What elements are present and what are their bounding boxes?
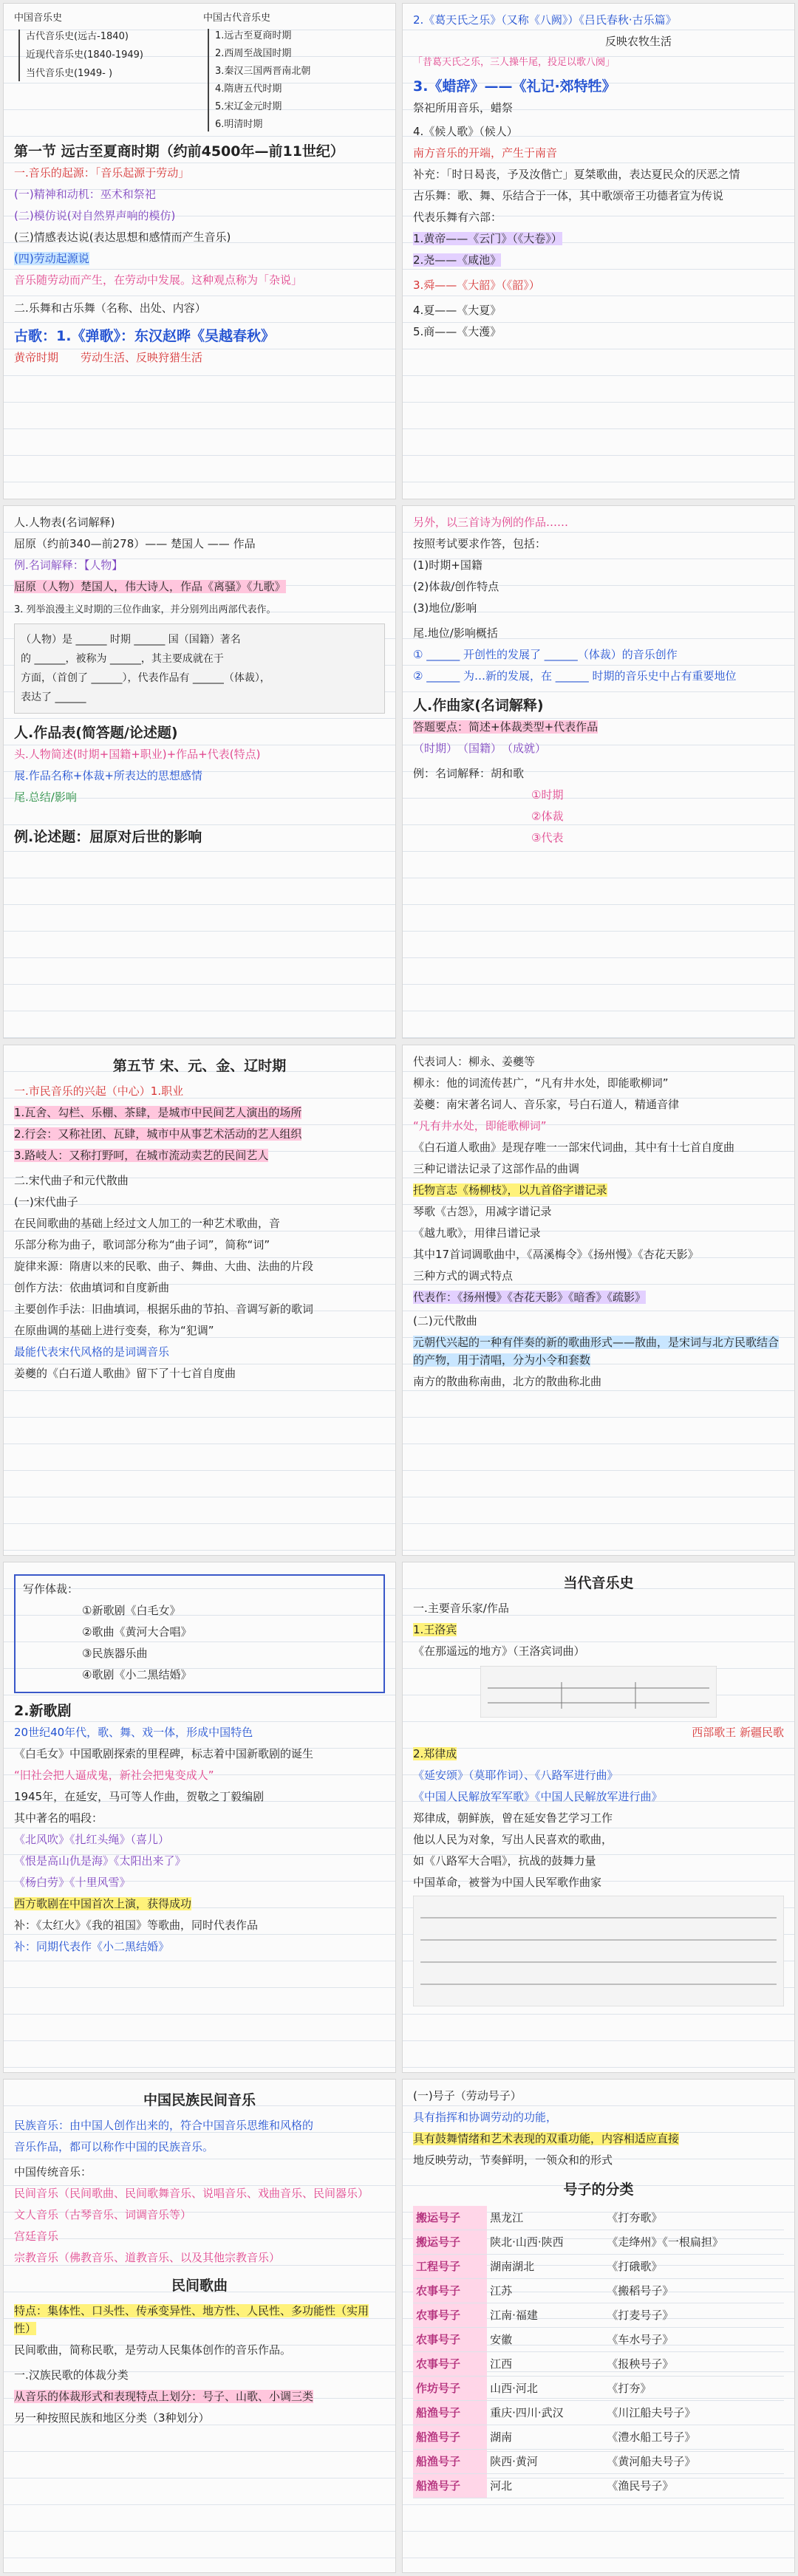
fill-in-template bbox=[14, 623, 385, 714]
note-line: 元朝代兴起的一种有伴奏的新的歌曲形式——散曲，是宋词与北方民歌结合的产物，用于清唱，分为小令和套数 bbox=[413, 1336, 780, 1367]
work-song-table bbox=[413, 2206, 784, 2498]
note-line: 中国革命，被誉为中国人民军歌作曲家 bbox=[413, 1876, 602, 1889]
note-line: 他以人民为对象，写出人民喜欢的歌曲， bbox=[413, 1833, 613, 1846]
note-line: 1945年，在延安，马可等人作曲，贺敬之丁毅编剧 bbox=[14, 1790, 265, 1803]
song-cell: 《报秧号子》 bbox=[604, 2352, 784, 2377]
note-line: ②体裁 bbox=[531, 810, 564, 823]
note-line: 《在那遥远的地方》（王洛宾词曲） bbox=[413, 1644, 585, 1658]
template-line: 表达了 ______ bbox=[21, 691, 86, 703]
note-line: 主要创作手法：旧曲填词，根据乐曲的节拍、音调写新的歌词 bbox=[14, 1302, 314, 1316]
note-page-8 bbox=[402, 1562, 795, 2073]
note-line: “凡有井水处，即能歌柳词” bbox=[413, 1119, 547, 1132]
note-page-3 bbox=[3, 505, 396, 1039]
category-cell: 农事号子 bbox=[413, 2279, 487, 2303]
section-title: 民间歌曲 bbox=[171, 2278, 228, 2294]
region-cell: 江苏 bbox=[487, 2279, 604, 2303]
note-line: (二)元代散曲 bbox=[413, 1314, 477, 1328]
note-line: 古歌：1.《弹歌》：东汉赵晔《吴越春秋》 bbox=[14, 328, 275, 344]
note-line: 2.新歌剧 bbox=[14, 1703, 72, 1719]
category-cell: 农事号子 bbox=[413, 2303, 487, 2328]
note-line: 代表乐舞有六部： bbox=[413, 211, 502, 224]
song-cell: 《川江船夫号子》 bbox=[604, 2401, 784, 2425]
box-item: ④歌剧《小二黑结婚》 bbox=[82, 1668, 192, 1681]
note-line: 头.人物简述(时期+国籍+职业)+作品+代表(特点) bbox=[14, 748, 261, 761]
note-line: 人.人物表(名词解释) bbox=[14, 516, 115, 529]
note-line: 展.作品名称+体裁+所表达的思想感情 bbox=[14, 769, 202, 782]
note-page-4 bbox=[402, 505, 795, 1039]
table-row bbox=[413, 2425, 784, 2450]
outline-item: 当代音乐史(1949- ) bbox=[26, 68, 113, 79]
note-line: 3.舜——《大韶》（《韶》） bbox=[413, 279, 540, 292]
note-line: 南方音乐的开端，产生于南音 bbox=[413, 146, 558, 160]
note-line: (二)模仿说(对自然界声响的模仿) bbox=[14, 209, 176, 222]
note-line: 创作方法：依曲填词和自度新曲 bbox=[14, 1281, 170, 1294]
outline-root: 中国音乐史 bbox=[14, 13, 63, 24]
table-row bbox=[413, 2255, 784, 2279]
note-line: ① ______ 开创性的发展了 ______（体裁）的音乐创作 bbox=[413, 648, 678, 661]
note-line: （时期） （国籍） （成就） bbox=[413, 742, 547, 755]
outline-item: 4.隋唐五代时期 bbox=[215, 83, 282, 95]
note-line: 反映农牧生活 bbox=[605, 35, 672, 48]
note-line: 一.汉族民歌的体裁分类 bbox=[14, 2368, 129, 2382]
template-line: 方面，（首创了 ______），代表作品有 ______（体裁）， bbox=[21, 672, 270, 684]
note-line: 2.行会：又称社团、瓦肆，城市中从事艺术活动的艺人组织 bbox=[14, 1127, 302, 1141]
note-line: 4.夏——《大夏》 bbox=[413, 304, 502, 317]
table-row bbox=[413, 2450, 784, 2474]
song-cell: 《打麦号子》 bbox=[604, 2303, 784, 2328]
note-line: 民间歌曲，简称民歌，是劳动人民集体创作的音乐作品。 bbox=[14, 2343, 292, 2357]
song-cell: 《搬稻号子》 bbox=[604, 2279, 784, 2303]
note-line: 地反映劳动，节奏鲜明，一领众和的形式 bbox=[413, 2153, 613, 2167]
note-line: 《白毛女》中国歌剧探索的里程碑，标志着中国新歌剧的诞生 bbox=[14, 1747, 314, 1760]
note-line: 《杨白劳》《十里风雪》 bbox=[14, 1876, 131, 1889]
template-line: 的 ______，被称为 ______，其主要成就在于 bbox=[21, 653, 224, 665]
note-line: 例.名词解释：【人物】 bbox=[14, 558, 123, 572]
table-row bbox=[413, 2474, 784, 2498]
note-line: 《中国人民解放军军歌》《中国人民解放军进行曲》 bbox=[413, 1790, 663, 1803]
note-line: 按照考试要求作答，包括： bbox=[413, 537, 547, 550]
table-row bbox=[413, 2352, 784, 2377]
note-line: 一.市民音乐的兴起（中心）1.职业 bbox=[14, 1084, 184, 1098]
region-cell: 山西·河北 bbox=[487, 2377, 604, 2401]
outline-item: 2.西周至战国时期 bbox=[215, 48, 292, 59]
category-cell: 搬运号子 bbox=[413, 2206, 487, 2230]
song-cell: 《车水号子》 bbox=[604, 2328, 784, 2352]
note-line: 2.《葛天氏之乐》（又称《八阙》）《吕氏春秋·古乐篇》 bbox=[413, 13, 677, 27]
note-line: 音乐作品，都可以称作中国的民族音乐。 bbox=[14, 2140, 214, 2153]
note-page-5 bbox=[3, 1045, 396, 1556]
note-line: ③代表 bbox=[531, 831, 564, 844]
template-line: （人物）是 ______ 时期 ______ 国（国籍）著名 bbox=[21, 634, 241, 646]
box-title: 写作体裁： bbox=[23, 1582, 79, 1596]
note-line: (1)时期+国籍 bbox=[413, 558, 482, 572]
music-score-image bbox=[480, 1666, 717, 1718]
category-cell: 作坊号子 bbox=[413, 2377, 487, 2401]
note-line: 旋律来源：隋唐以来的民歌、曲子、舞曲、大曲、法曲的片段 bbox=[14, 1260, 314, 1273]
genre-box bbox=[14, 1574, 385, 1693]
note-line: (一)精神和动机：巫术和祭祀 bbox=[14, 188, 156, 201]
outline-item: 古代音乐史(远古-1840) bbox=[26, 31, 129, 42]
region-cell: 陕西·黄河 bbox=[487, 2450, 604, 2474]
note-line: “旧社会把人逼成鬼，新社会把鬼变成人” bbox=[14, 1769, 214, 1782]
note-line: 例：名词解释：胡和歌 bbox=[413, 767, 525, 780]
note-line: (一)宋代曲子 bbox=[14, 1195, 78, 1209]
note-line: 姜夔的《白石道人歌曲》留下了十七首自度曲 bbox=[14, 1367, 236, 1380]
note-line: 另外，以三首诗为例的作品…… bbox=[413, 516, 569, 529]
note-line: 《北风吹》《扎红头绳》（喜儿） bbox=[14, 1833, 170, 1846]
note-line: (四)劳动起源说 bbox=[14, 252, 89, 265]
outline-item: 6.明清时期 bbox=[215, 119, 263, 130]
note-line: 南方的散曲称南曲，北方的散曲称北曲 bbox=[413, 1375, 602, 1388]
note-line: 答题要点：简述+体裁类型+代表作品 bbox=[413, 720, 598, 734]
region-cell: 江南·福建 bbox=[487, 2303, 604, 2328]
note-line: 中国传统音乐： bbox=[14, 2165, 92, 2179]
music-score-image bbox=[413, 1896, 784, 2006]
note-line: 《白石道人歌曲》是现存唯一一部宋代词曲，其中有十七首自度曲 bbox=[413, 1141, 735, 1154]
table-row bbox=[413, 2279, 784, 2303]
note-line: 「昔葛天氏之乐，三人操牛尾，投足以歌八阕」 bbox=[413, 57, 615, 68]
song-cell: 《打夯歌》 bbox=[604, 2206, 784, 2230]
exercise-question: 3. 列举浪漫主义时期的三位作曲家，并分别列出两部代表作。 bbox=[14, 604, 276, 615]
note-line: (2)体裁/创作特点 bbox=[413, 580, 499, 593]
table-row bbox=[413, 2377, 784, 2401]
note-page-6 bbox=[402, 1045, 795, 1556]
song-cell: 《走绛州》《一根扁担》 bbox=[604, 2230, 784, 2255]
region-cell: 黑龙江 bbox=[487, 2206, 604, 2230]
note-line: 其中著名的唱段： bbox=[14, 1811, 103, 1825]
table-row bbox=[413, 2328, 784, 2352]
note-line: 一.主要音乐家/作品 bbox=[413, 1602, 509, 1615]
table-row bbox=[413, 2206, 784, 2230]
note-line: 西部歌王 新疆民歌 bbox=[692, 1726, 784, 1739]
note-line: 如《八路军大合唱》，抗战的鼓舞力量 bbox=[413, 1854, 596, 1868]
note-line: 补：同期代表作《小二黑结婚》 bbox=[14, 1940, 170, 1953]
note-line: 代表作：《扬州慢》《杏花天影》《暗香》《疏影》 bbox=[413, 1291, 647, 1304]
section-title: 号子的分类 bbox=[563, 2182, 634, 2198]
note-line: 文人音乐（古琴音乐、词调音乐等） bbox=[14, 2208, 192, 2221]
note-line: 5.商——《大濩》 bbox=[413, 325, 502, 338]
note-line: 民族音乐：由中国人创作出来的，符合中国音乐思维和风格的 bbox=[14, 2119, 314, 2132]
box-item: ①新歌剧《白毛女》 bbox=[82, 1604, 181, 1617]
table-row bbox=[413, 2230, 784, 2255]
outline-item: 3.秦汉三国两晋南北朝 bbox=[215, 66, 311, 77]
page-title: 中国民族民间音乐 bbox=[143, 2092, 256, 2108]
note-line: 二.乐舞和古乐舞（名称、出处、内容） bbox=[14, 301, 206, 315]
note-line: 尾.地位/影响概括 bbox=[413, 626, 498, 640]
outline-item: 近现代音乐史(1840-1949) bbox=[26, 49, 144, 61]
note-line: 1.黄帝——《云门》（《大卷》） bbox=[413, 232, 562, 245]
note-line: 宫廷音乐 bbox=[14, 2230, 59, 2243]
note-line: 特点：集体性、口头性、传承变异性、地方性、人民性、多功能性（实用性） bbox=[14, 2304, 369, 2335]
region-cell: 陕北·山西·陕西 bbox=[487, 2230, 604, 2255]
note-line: 例.论述题：屈原对后世的影响 bbox=[14, 829, 202, 845]
note-line: 3.路岐人：又称打野呵，在城市流动卖艺的民间艺人 bbox=[14, 1149, 269, 1162]
note-line: 音乐随劳动而产生，在劳动中发展。这种观点称为「杂说」 bbox=[14, 273, 303, 287]
category-cell: 船渔号子 bbox=[413, 2425, 487, 2450]
note-line: 宗教音乐（佛教音乐、道教音乐、以及其他宗教音乐） bbox=[14, 2251, 281, 2264]
table-row bbox=[413, 2401, 784, 2425]
note-line: 郑律成，朝鲜族，曾在延安鲁艺学习工作 bbox=[413, 1811, 613, 1825]
region-cell: 河北 bbox=[487, 2474, 604, 2498]
note-line: 二.宋代曲子和元代散曲 bbox=[14, 1174, 129, 1187]
note-line: 托物言志《杨柳枝》，以九首俗字谱记录 bbox=[413, 1183, 607, 1197]
category-cell: 船渔号子 bbox=[413, 2450, 487, 2474]
note-line: 《恨是高山仇是海》《太阳出来了》 bbox=[14, 1854, 186, 1868]
note-line: 屈原（人物）楚国人，伟大诗人，作品《离骚》《九歌》 bbox=[14, 580, 286, 593]
note-line: 姜夔：南宋著名词人、音乐家，号白石道人，精通音律 bbox=[413, 1098, 680, 1111]
song-cell: 《渔民号子》 bbox=[604, 2474, 784, 2498]
category-cell: 工程号子 bbox=[413, 2255, 487, 2279]
note-line: 4.《候人歌》（候人） bbox=[413, 125, 518, 138]
note-line: 柳永：他的词流传甚广，“凡有井水处，即能歌柳词” bbox=[413, 1076, 669, 1090]
note-page-10 bbox=[402, 2079, 795, 2573]
note-page-1 bbox=[3, 3, 396, 499]
note-line: 另一种按照民族和地区分类（3种划分） bbox=[14, 2411, 210, 2425]
note-line: 2.尧——《咸池》 bbox=[413, 253, 502, 267]
note-line: 人.作品表(简答题/论述题) bbox=[14, 725, 178, 741]
note-line: 3.《蜡辞》——《礼记·郊特牲》 bbox=[413, 78, 616, 95]
region-cell: 江西 bbox=[487, 2352, 604, 2377]
note-line: 《越九歌》，用律吕谱记录 bbox=[413, 1226, 541, 1240]
table-row bbox=[413, 2303, 784, 2328]
note-line: 一.音乐的起源：「音乐起源于劳动」 bbox=[14, 166, 190, 180]
note-line: (3)地位/影响 bbox=[413, 601, 477, 615]
note-page-7 bbox=[3, 1562, 396, 2073]
song-cell: 《打夯》 bbox=[604, 2377, 784, 2401]
box-item: ②歌曲《黄河大合唱》 bbox=[82, 1625, 192, 1639]
note-line: 1.瓦舍、勾栏、乐棚、茶肆，是城市中民间艺人演出的场所 bbox=[14, 1106, 302, 1119]
note-line: 在原曲调的基础上进行变奏，称为“犯调” bbox=[14, 1324, 214, 1337]
category-cell: 农事号子 bbox=[413, 2328, 487, 2352]
category-cell: 船渔号子 bbox=[413, 2474, 487, 2498]
note-line: 屈原（约前340—前278）—— 楚国人 —— 作品 bbox=[14, 537, 256, 550]
note-line: 乐部分称为曲子，歌词部分称为“曲子词”，简称“词” bbox=[14, 1238, 270, 1251]
note-line: 2.郑律成 bbox=[413, 1747, 457, 1760]
note-line: 西方歌剧在中国首次上演，获得成功 bbox=[14, 1897, 192, 1910]
note-line: 尾.总结/影响 bbox=[14, 790, 77, 804]
note-line: 具有指挥和协调劳动的功能， bbox=[413, 2111, 558, 2124]
outline bbox=[14, 11, 385, 135]
note-line: ② ______ 为…新的发展，在 ______ 时期的音乐史中占有重要地位 bbox=[413, 669, 737, 683]
note-line: 人.作曲家(名词解释) bbox=[413, 697, 544, 714]
page-title: 第五节 宋、元、金、辽时期 bbox=[112, 1058, 287, 1074]
note-line: 具有鼓舞情绪和艺术表现的双重功能，内容相适应直接 bbox=[413, 2132, 680, 2145]
region-cell: 湖南湖北 bbox=[487, 2255, 604, 2279]
note-line: 1.王洛宾 bbox=[413, 1623, 457, 1636]
outline-item: 1.远古至夏商时期 bbox=[215, 30, 292, 41]
region-cell: 重庆·四川·武汉 bbox=[487, 2401, 604, 2425]
section-heading: 第一节 远古至夏商时期（约前4500年—前11世纪） bbox=[14, 143, 344, 160]
note-page-9 bbox=[3, 2079, 396, 2573]
note-line: 在民间歌曲的基础上经过文人加工的一种艺术歌曲，音 bbox=[14, 1217, 281, 1230]
note-line: 三种方式的调式特点 bbox=[413, 1269, 514, 1282]
note-line: 琴歌《古怨》，用减字谱记录 bbox=[413, 1205, 552, 1218]
note-line: 从音乐的体裁形式和表现特点上划分：号子、山歌、小调三类 bbox=[14, 2390, 314, 2403]
outline-item: 5.宋辽金元时期 bbox=[215, 101, 282, 112]
note-line: 最能代表宋代风格的是词调音乐 bbox=[14, 1345, 170, 1359]
note-line: 《延安颂》（莫耶作词）、《八路军进行曲》 bbox=[413, 1769, 618, 1782]
note-line: 代表词人：柳永、姜夔等 bbox=[413, 1055, 536, 1068]
page-title: 当代音乐史 bbox=[563, 1575, 634, 1591]
note-line: (一)号子（劳动号子） bbox=[413, 2089, 522, 2102]
note-line: 补充：「时日曷丧，予及汝偕亡」夏桀歌曲，表达夏民众的厌恶之情 bbox=[413, 168, 740, 181]
note-line: 古乐舞：歌、舞、乐结合于一体，其中歌颂帝王功德者宣为传说 bbox=[413, 189, 724, 202]
note-line: 20世纪40年代，歌、舞、戏一体，形成中国特色 bbox=[14, 1726, 253, 1739]
category-cell: 船渔号子 bbox=[413, 2401, 487, 2425]
outline-right-title: 中国古代音乐史 bbox=[203, 13, 271, 24]
note-line: ①时期 bbox=[531, 788, 564, 802]
song-cell: 《黄河船夫号子》 bbox=[604, 2450, 784, 2474]
box-item: ③民族器乐曲 bbox=[82, 1647, 148, 1660]
note-line: 民间音乐（民间歌曲、民间歌舞音乐、说唱音乐、戏曲音乐、民间器乐） bbox=[14, 2187, 369, 2200]
note-page-2 bbox=[402, 3, 795, 499]
note-line: 祭祀所用音乐，蜡祭 bbox=[413, 101, 514, 115]
note-line: 其中17首词调歌曲中，《鬲溪梅令》《扬州慢》《杏花天影》 bbox=[413, 1248, 699, 1261]
note-line: 补：《太红火》《我的祖国》等歌曲，同时代表作品 bbox=[14, 1919, 259, 1932]
region-cell: 湖南 bbox=[487, 2425, 604, 2450]
song-cell: 《澧水船工号子》 bbox=[604, 2425, 784, 2450]
region-cell: 安徽 bbox=[487, 2328, 604, 2352]
note-line: (三)情感表达说(表达思想和感情而产生音乐) bbox=[14, 230, 231, 244]
category-cell: 农事号子 bbox=[413, 2352, 487, 2377]
song-cell: 《打硪歌》 bbox=[604, 2255, 784, 2279]
note-line: 黄帝时期 劳动生活、反映狩猎生活 bbox=[14, 351, 203, 364]
category-cell: 搬运号子 bbox=[413, 2230, 487, 2255]
note-line: 三种记谱法记录了这部作品的曲调 bbox=[413, 1162, 580, 1175]
